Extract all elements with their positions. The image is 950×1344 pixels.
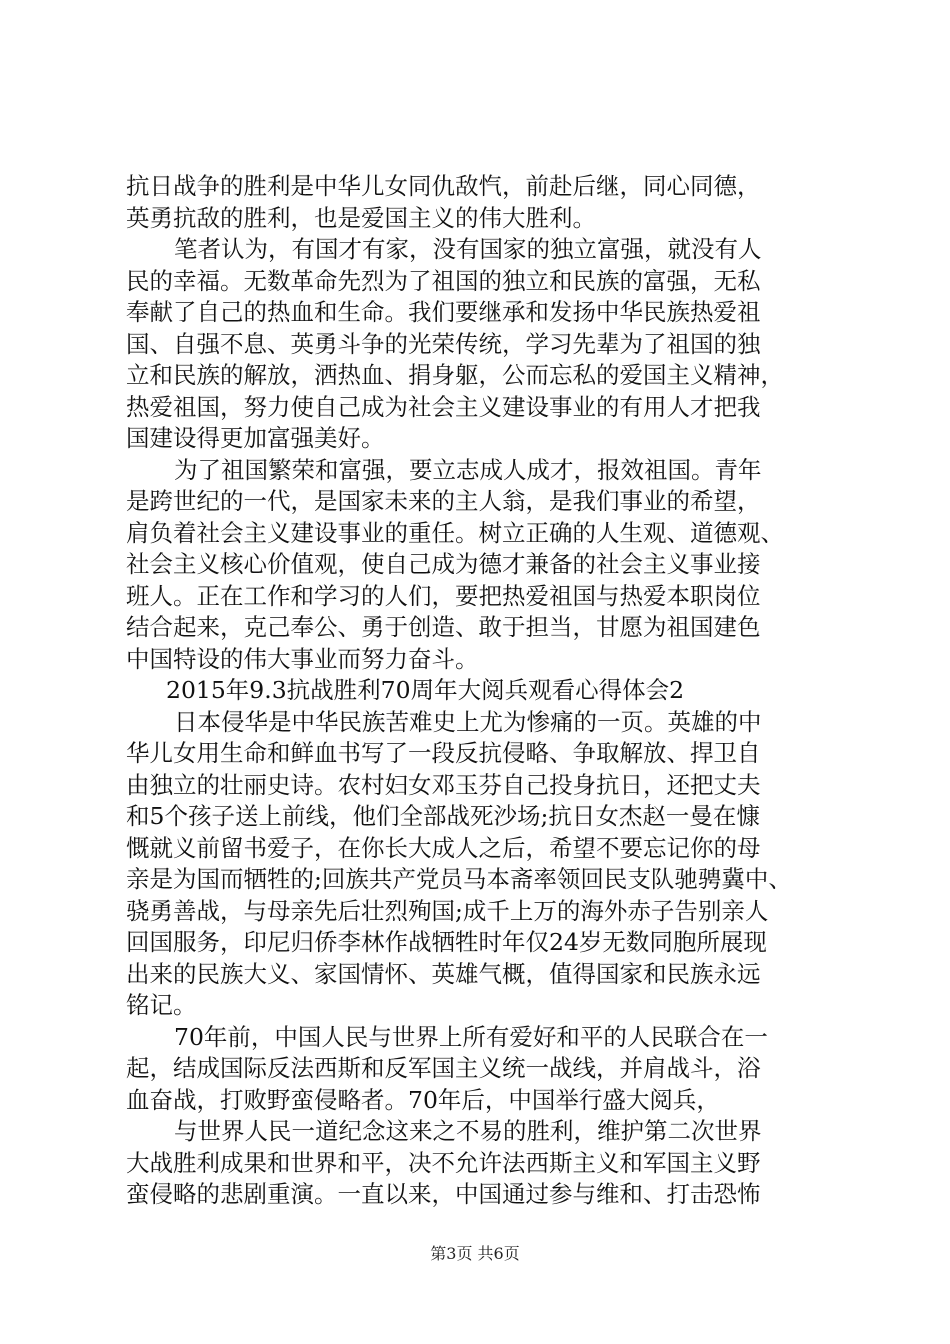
- text-line: 抗日战争的胜利是中华儿女同仇敌忾，前赴后继，同心同德，: [126, 172, 761, 200]
- text-line: 和5个孩子送上前线，他们全部战死沙场;抗日女杰赵一曼在慷: [126, 802, 760, 830]
- page-number-label: 第3页 共6页: [430, 1244, 520, 1263]
- text-line: 起，结成国际反法西斯和反军国主义统一战线，并肩战斗，浴: [126, 1054, 761, 1082]
- text-line: 社会主义核心价值观，使自己成为德才兼备的社会主义事业接: [126, 550, 761, 578]
- text-line: 结合起来，克己奉公、勇于创造、敢于担当，甘愿为祖国建色: [126, 613, 761, 641]
- paragraph-start-line: 日本侵华是中华民族苦难史上尤为惨痛的一页。英雄的中: [174, 707, 762, 736]
- text-line: 蛮侵略的悲剧重演。一直以来，中国通过参与维和、打击恐怖: [126, 1180, 761, 1208]
- text-line: 民的幸福。无数革命先烈为了祖国的独立和民族的富强，无私: [126, 266, 761, 295]
- text-line: 骁勇善战，与母亲先后壮烈殉国;成千上万的海外赤子告别亲人: [126, 896, 769, 925]
- text-line: 奉献了自己的热血和生命。我们要继承和发扬中华民族热爱祖: [126, 298, 761, 326]
- text-line: 英勇抗敌的胜利，也是爱国主义的伟大胜利。: [126, 203, 596, 232]
- text-line: 亲是为国而牺牲的;回族共产党员马本斋率领回民支队驰骋冀中、: [126, 865, 792, 893]
- section-heading: 2015年9.3抗战胜利70周年大阅兵观看心得体会2: [166, 676, 685, 704]
- text-line: 铭记。: [126, 991, 197, 1019]
- text-line: 大战胜利成果和世界和平，决不允许法西斯主义和军国主义野: [126, 1148, 761, 1177]
- text-line: 国、自强不息、英勇斗争的光荣传统，学习先辈为了祖国的独: [126, 329, 761, 358]
- text-line: 华儿女用生命和鲜血书写了一段反抗侵略、争取解放、捍卫自: [126, 739, 761, 767]
- text-line: 血奋战，打败野蛮侵略者。70年后，中国举行盛大阅兵，: [126, 1085, 720, 1114]
- paragraph-start-line: 70年前，中国人民与世界上所有爱好和平的人民联合在一: [174, 1022, 768, 1051]
- paragraph-start-line: 与世界人民一道纪念这来之不易的胜利，维护第二次世界: [174, 1117, 762, 1145]
- document-body: [126, 171, 838, 1211]
- paragraph-start-line: 为了祖国繁荣和富强，要立志成人成才，报效祖国。青年: [174, 455, 762, 484]
- text-line: 立和民族的解放，洒热血、捐身躯，公而忘私的爱国主义精神，: [126, 361, 784, 389]
- text-line: 是跨世纪的一代，是国家未来的主人翁，是我们事业的希望，: [126, 487, 761, 515]
- paragraph-start-line: 笔者认为，有国才有家，没有国家的独立富强，就没有人: [174, 235, 762, 263]
- page-footer: [0, 1244, 950, 1264]
- text-line: 热爱祖国，努力使自己成为社会主义建设事业的有用人才把我: [126, 392, 761, 421]
- text-line: 回国服务，印尼归侨李林作战牺牲时年仅24岁无数同胞所展现: [126, 928, 767, 956]
- text-line: 由独立的壮丽史诗。农村妇女邓玉芬自己投身抗日，还把丈夫: [126, 770, 761, 799]
- text-line: 班人。正在工作和学习的人们，要把热爱祖国与热爱本职岗位: [126, 581, 761, 610]
- text-line: 出来的民族大义、家国情怀、英雄气概，值得国家和民族永远: [126, 959, 761, 988]
- text-line: 国建设得更加富强美好。: [126, 424, 385, 452]
- text-line: 肩负着社会主义建设事业的重任。树立正确的人生观、道德观、: [126, 518, 784, 547]
- text-line: 慨就义前留书爱子，在你长大成人之后，希望不要忘记你的母: [126, 833, 761, 862]
- text-line: 中国特设的伟大事业而努力奋斗。: [126, 644, 479, 673]
